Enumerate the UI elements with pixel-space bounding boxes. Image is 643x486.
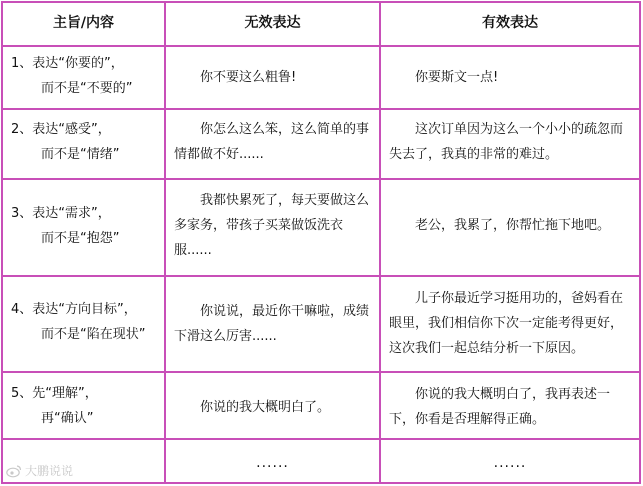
table-row-5-effective: 你说的我大概明白了，我再表述一下，你看是否理解得正确。 [389,387,611,427]
table-row-2-topic [3,117,164,167]
table-row-2-ineffective: 你怎么这么笨，这么简单的事情都做不好...... [174,122,370,162]
row-divider [3,108,639,110]
row-divider [3,45,639,47]
topic-line-2: 而不是“情绪” [41,147,120,162]
ellipsis-ineffective: ...... [256,455,289,471]
row-divider [3,371,639,373]
table-row-3-topic [3,201,164,251]
watermark [6,462,73,479]
table-row-3-ineffective: 我都快累死了，每天要做这么多家务，带孩子买菜做饭洗衣服...... [174,193,370,258]
weibo-logo-icon [6,464,22,478]
topic-line-1: 2、表达“感受”， [11,122,111,137]
row-divider [3,178,639,180]
ellipsis-effective: ...... [493,455,527,471]
table-row-4-topic [3,297,164,347]
topic-line-1: 1、表达“你要的”， [11,56,124,71]
expression-table [1,1,641,484]
topic-line-2: 再“确认” [41,411,94,426]
topic-line-2: 而不是“抱怨” [41,231,120,246]
topic-line-1: 5、先“理解”， [11,386,98,401]
header-ineffective: 无效表达 [244,15,301,31]
topic-line-2: 而不是“不要的” [41,81,133,96]
table-row-2-effective: 这次订单因为这么一个小小的疏忽而失去了，我真的非常的难过。 [389,122,624,162]
watermark-text: 大鹏说说 [25,464,74,478]
row-divider [3,275,639,277]
topic-line-1: 4、表达“方向目标”， [11,302,137,317]
table-row-1-effective: 你要斯文一点! [415,70,499,85]
header-topic: 主旨/内容 [52,15,115,31]
header-effective: 有效表达 [482,15,538,31]
table-row-4-effective: 儿子你最近学习挺用功的，爸妈看在眼里，我们相信你下次一定能考得更好，这次我们一起总结分析一下原因。 [389,291,624,356]
table-row-1-topic [3,51,164,101]
row-divider [3,438,639,440]
table-row-3-effective: 老公，我累了，你帮忙拖下地吧。 [415,218,611,233]
table-row-5-ineffective: 你说的我大概明白了。 [200,400,331,415]
table-row-5-topic [3,381,164,431]
table-row-1-ineffective: 你不要这么粗鲁! [200,70,297,85]
table-row-4-ineffective: 你说说，最近你干嘛啦，成绩下滑这么厉害...... [174,304,370,344]
topic-line-2: 而不是“陷在现状” [41,327,146,342]
topic-line-1: 3、表达“需求”， [11,206,111,221]
